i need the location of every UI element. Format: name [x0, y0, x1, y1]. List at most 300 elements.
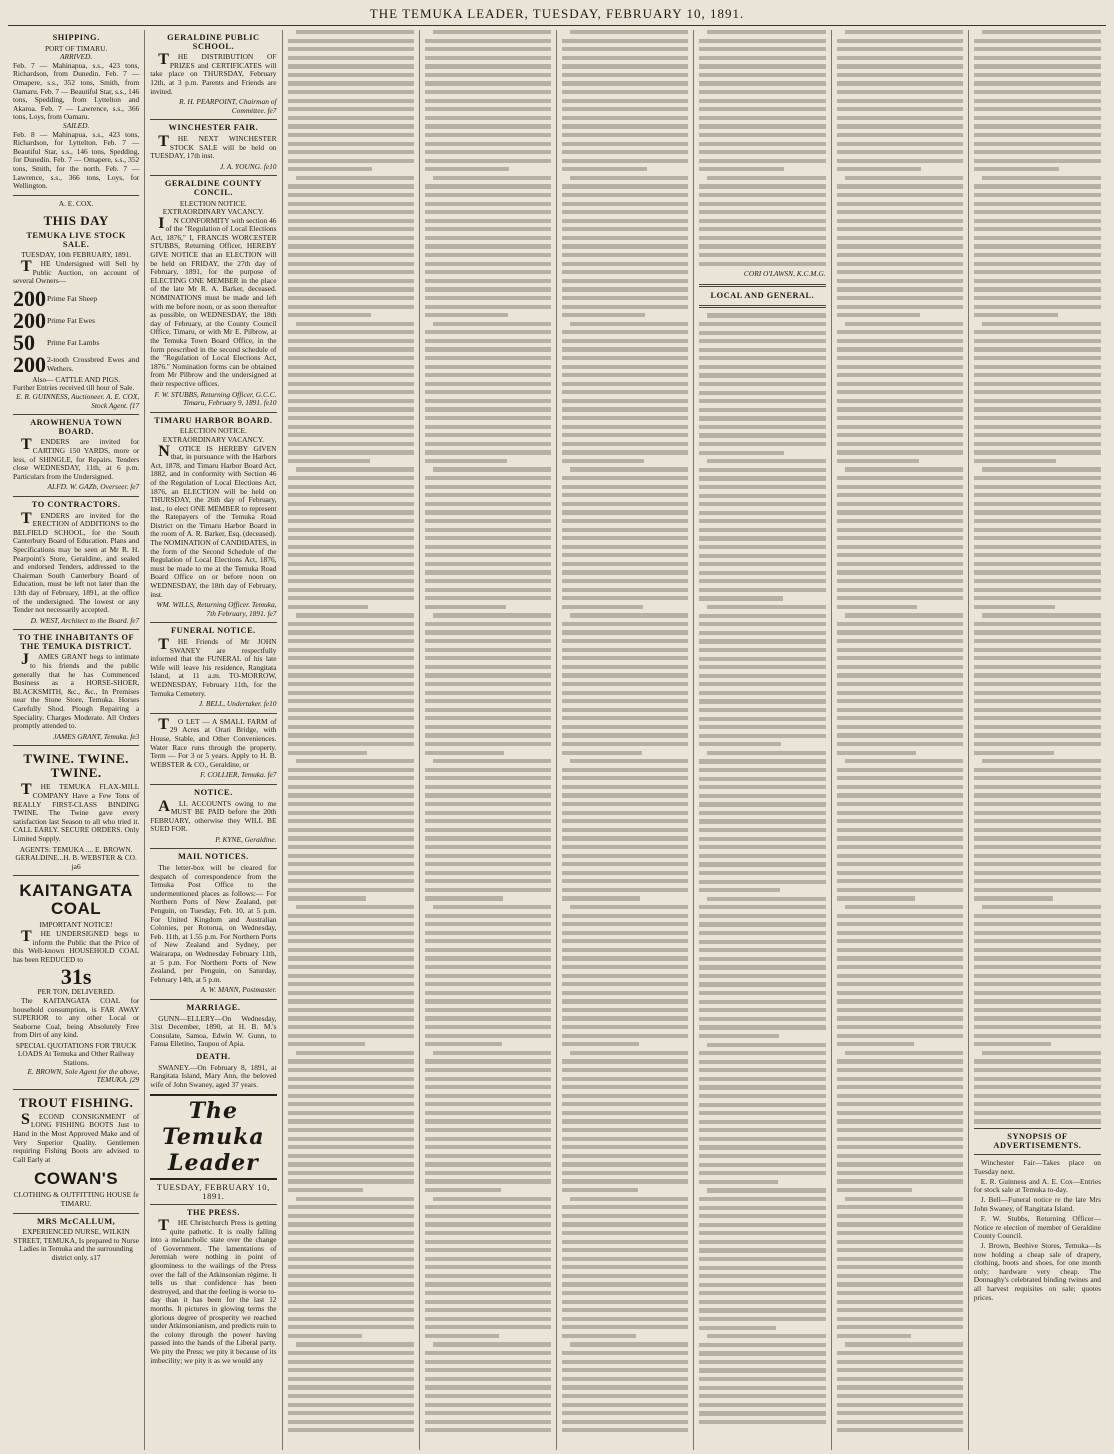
- text-line: [562, 167, 647, 171]
- text-line: [288, 485, 414, 489]
- text-line: [837, 262, 963, 266]
- text-line: [425, 1385, 551, 1389]
- text-line: [974, 116, 1101, 120]
- dateline: TUESDAY, FEBRUARY 10, 1891.: [150, 1183, 276, 1204]
- text-line: [837, 562, 963, 566]
- text-line: [288, 588, 414, 592]
- text-line: [699, 768, 825, 772]
- text-line: [425, 1059, 551, 1063]
- text-line: [837, 485, 963, 489]
- text-line: [837, 47, 963, 51]
- text-line: [570, 1197, 688, 1201]
- text-line: [562, 931, 688, 935]
- press-heading: THE PRESS.: [186, 1207, 240, 1217]
- brown-sign: E. BROWN, Sole Agent for the above, TEMUKA. j29: [27, 1066, 140, 1085]
- column-4: [420, 30, 557, 1450]
- text-line: [425, 742, 551, 746]
- text-line: [425, 73, 551, 77]
- text-line: [974, 133, 1101, 137]
- text-line: [974, 416, 1101, 420]
- text-line: [837, 1231, 963, 1235]
- text-line: [699, 742, 781, 746]
- text-line: [699, 219, 825, 223]
- text-line: [288, 579, 414, 583]
- text-line: [562, 193, 688, 197]
- text-line: [425, 836, 551, 840]
- this-day-heading: THIS DAY: [43, 213, 109, 229]
- text-line: [425, 296, 551, 300]
- text-line: [288, 407, 414, 411]
- text-line: [425, 1128, 551, 1132]
- text-line: [425, 236, 551, 240]
- text-line: [982, 759, 1101, 763]
- text-line: [425, 588, 551, 592]
- text-line: [699, 1068, 825, 1072]
- text-line: [974, 562, 1101, 566]
- text-line: [837, 1059, 963, 1063]
- text-line: [425, 545, 551, 549]
- text-line: [837, 107, 963, 111]
- text-line: [433, 759, 551, 763]
- text-line: [562, 896, 640, 900]
- text-line: [425, 785, 551, 789]
- text-line: [699, 631, 825, 635]
- text-line: [699, 545, 825, 549]
- text-line: [562, 1102, 688, 1106]
- text-line: [837, 1154, 963, 1158]
- twine-text: THE TEMUKA FLAX-MILL COMPANY Have a Few Tons of REALLY FIRST-CLASS BINDING TWINE. The Twine gave every satisfaction last Season to all who tried it. CALL EARLY. SECURE ORDERS. Only Limited Supply.: [13, 781, 140, 843]
- coal-text: THE UNDERSIGNED begs to inform the Public that the Price of this Well-known HOUSEHOLD COAL has been REDUCED to: [13, 927, 140, 964]
- text-line: [837, 716, 963, 720]
- text-line: [288, 202, 414, 206]
- text-line: [974, 47, 1101, 51]
- text-line: [837, 691, 963, 695]
- text-line: [562, 596, 688, 600]
- text-line: [699, 356, 825, 360]
- text-line: [974, 64, 1101, 68]
- marriage-heading: MARRIAGE.: [186, 1002, 241, 1012]
- text-line: [425, 639, 551, 643]
- text-line: [974, 287, 1101, 291]
- text-line: [974, 536, 1101, 540]
- text-line: [837, 588, 963, 592]
- text-line: [288, 124, 414, 128]
- text-line: [288, 1308, 414, 1312]
- text-line: [425, 956, 551, 960]
- text-line: [837, 553, 963, 557]
- text-line: [699, 828, 825, 832]
- text-line: [837, 502, 963, 506]
- column-1: [8, 30, 145, 1450]
- text-line: [974, 193, 1101, 197]
- text-line: [974, 871, 1101, 875]
- text-line: [433, 176, 551, 180]
- text-line: [699, 571, 825, 575]
- text-line: [288, 639, 414, 643]
- text-line: [974, 90, 1101, 94]
- text-line: [425, 347, 551, 351]
- text-line: [562, 682, 688, 686]
- text-line: [425, 1403, 551, 1407]
- text-line: [562, 862, 688, 866]
- text-line: [425, 416, 551, 420]
- text-line: [837, 227, 963, 231]
- text-line: [699, 1120, 825, 1124]
- text-line: [837, 742, 963, 746]
- text-line: [288, 1274, 414, 1278]
- text-line: [288, 219, 414, 223]
- text-line: [699, 1085, 825, 1089]
- text-line: [296, 1197, 414, 1201]
- text-line: [562, 442, 688, 446]
- text-line: [837, 528, 963, 532]
- text-line: [845, 1342, 963, 1346]
- text-line: [562, 1179, 688, 1183]
- text-line: [699, 159, 825, 163]
- text-line: [562, 622, 688, 626]
- text-line: [974, 974, 1101, 978]
- text-line: [288, 536, 414, 540]
- text-line: [699, 1308, 825, 1312]
- text-line: [288, 382, 414, 386]
- text-line: [562, 768, 688, 772]
- text-line: [837, 1317, 963, 1321]
- signoff: CORI O'LAWSN, K.C.M.G.: [743, 269, 826, 279]
- text-line: [699, 494, 825, 498]
- text-line: [570, 322, 688, 326]
- text-line: [562, 879, 688, 883]
- text-line: [837, 305, 963, 309]
- text-line: [974, 579, 1101, 583]
- text-line: [974, 888, 1101, 892]
- text-line: [296, 759, 414, 763]
- text-line: [288, 1179, 414, 1183]
- text-line: [974, 1008, 1101, 1012]
- text-line: [296, 1342, 414, 1346]
- text-line: [837, 202, 963, 206]
- text-line: [562, 1025, 688, 1029]
- text-line: [699, 99, 825, 103]
- text-line: [974, 253, 1101, 257]
- text-line: [974, 785, 1101, 789]
- text-line: [837, 1360, 963, 1364]
- text-line: [425, 1034, 551, 1038]
- text-line: [837, 73, 963, 77]
- text-line: [425, 1171, 551, 1175]
- text-line: [837, 193, 963, 197]
- text-line: [699, 914, 825, 918]
- text-line: [425, 202, 551, 206]
- text-line: [562, 1077, 688, 1081]
- text-line: [562, 244, 688, 248]
- text-line: [974, 236, 1101, 240]
- text-line: [562, 124, 688, 128]
- text-line: [288, 262, 414, 266]
- text-line: [974, 519, 1101, 523]
- text-line: [837, 330, 963, 334]
- text-line: [699, 253, 825, 257]
- text-line: [288, 442, 414, 446]
- text-line: [699, 691, 825, 695]
- text-line: [433, 613, 551, 617]
- text-line: [562, 751, 642, 755]
- text-line: [699, 536, 825, 540]
- text-line: [837, 1034, 963, 1038]
- text-line: [837, 365, 963, 369]
- text-line: [974, 1085, 1101, 1089]
- text-line: [562, 888, 688, 892]
- sale-text: THE Undersigned will Sell by Public Auction, on account of several Owners—: [13, 258, 140, 286]
- text-line: [425, 862, 551, 866]
- text-line: [837, 64, 963, 68]
- text-line: [974, 948, 1101, 952]
- text-line: [425, 519, 551, 523]
- text-line: [699, 339, 825, 343]
- text-line: [288, 1214, 414, 1218]
- text-line: [837, 708, 963, 712]
- text-line: [288, 90, 414, 94]
- text-line: [699, 717, 825, 721]
- text-line: [425, 1137, 551, 1141]
- text-line: [425, 1068, 551, 1072]
- text-line: [288, 1265, 414, 1269]
- text-line: [562, 708, 688, 712]
- text-line: [845, 467, 963, 471]
- text-line: [562, 1403, 688, 1407]
- text-line: [425, 1231, 551, 1235]
- text-line: [699, 648, 825, 652]
- text-line: [425, 725, 551, 729]
- text-line: [837, 965, 963, 969]
- coal-text-2: The KAITANGATA COAL for household consumption, is FAR AWAY SUPERIOR to any other Local or Seaborne Coal, being Absolutely Free from Dirt of any kind.: [13, 995, 140, 1040]
- special-line: SPECIAL QUOTATIONS FOR TRUCK LOADS At Temuka and Other Railway Stations.: [15, 1040, 137, 1068]
- text-line: [974, 639, 1101, 643]
- text-line: [562, 407, 688, 411]
- text-line: [425, 493, 551, 497]
- text-line: [562, 133, 688, 137]
- text-line: [837, 1385, 963, 1389]
- text-line: [982, 322, 1101, 326]
- text-line: [288, 1231, 414, 1235]
- text-line: [425, 1351, 551, 1355]
- text-line: [974, 305, 1101, 309]
- text-line: [425, 682, 551, 686]
- text-line: [837, 1368, 963, 1372]
- text-line: [974, 682, 1101, 686]
- text-line: [562, 1034, 688, 1038]
- text-line: [562, 519, 688, 523]
- text-line: [837, 1248, 963, 1252]
- mann-sign: A. W. MANN, Postmaster.: [200, 985, 277, 995]
- text-line: [562, 1222, 688, 1226]
- text-line: [699, 442, 825, 446]
- text-line: [699, 1214, 825, 1218]
- text-line: [425, 210, 551, 214]
- text-line: [562, 588, 688, 592]
- text-line: [288, 991, 414, 995]
- text-line: [974, 347, 1101, 351]
- text-line: [425, 1162, 551, 1166]
- text-line: [845, 176, 963, 180]
- text-line: [699, 502, 825, 506]
- text-line: [562, 1282, 688, 1286]
- text-line: [562, 502, 688, 506]
- text-line: [699, 888, 780, 892]
- text-line: [699, 133, 825, 137]
- text-line: [425, 450, 551, 454]
- text-line: [699, 1326, 776, 1330]
- death-heading: DEATH.: [196, 1051, 231, 1061]
- text-line: [570, 1342, 688, 1346]
- text-line: [288, 1411, 414, 1415]
- text-line: [562, 785, 688, 789]
- text-line: [562, 639, 688, 643]
- text-line: [425, 407, 551, 411]
- text-line: [837, 862, 963, 866]
- text-line: [562, 1428, 688, 1432]
- text-line: [425, 691, 551, 695]
- text-line: [837, 536, 963, 540]
- text-line: [425, 56, 551, 60]
- text-line: [699, 433, 825, 437]
- text-line: [837, 1119, 963, 1123]
- text-line: [562, 1068, 688, 1072]
- text-line: [562, 510, 688, 514]
- text-line: [562, 142, 688, 146]
- text-line: [699, 759, 825, 763]
- text-line: [425, 1008, 551, 1012]
- text-line: [562, 236, 688, 240]
- text-line: [425, 802, 551, 806]
- text-line: [288, 914, 414, 918]
- text-line: [699, 811, 825, 815]
- gazb-sign: ALFD. W. GAZb, Overseer. fe7: [47, 482, 140, 492]
- text-line: [837, 733, 963, 737]
- text-line: [974, 476, 1101, 480]
- text-line: [837, 1137, 963, 1141]
- text-line: [699, 1025, 825, 1029]
- text-line: [974, 39, 1101, 43]
- text-line: [974, 665, 1101, 669]
- text-line: [562, 210, 688, 214]
- text-line: [974, 219, 1101, 223]
- text-line: [699, 202, 825, 206]
- text-line: [974, 202, 1101, 206]
- text-line: [425, 39, 551, 43]
- text-line: [288, 47, 414, 51]
- text-line: [974, 373, 1101, 377]
- text-line: [974, 699, 1101, 703]
- text-line: [837, 1188, 913, 1192]
- text-line: [837, 682, 963, 686]
- text-line: [288, 854, 414, 858]
- text-line: [425, 1214, 551, 1218]
- text-line: [562, 1411, 688, 1415]
- text-line: [699, 116, 825, 120]
- text-line: [974, 768, 1101, 772]
- text-line: [837, 510, 963, 514]
- text-line: [837, 622, 963, 626]
- text-line: [425, 107, 551, 111]
- text-line: [425, 81, 551, 85]
- text-line: [837, 347, 963, 351]
- text-line: [837, 296, 963, 300]
- text-line: [974, 691, 1101, 695]
- text-line: [974, 485, 1101, 489]
- text-line: [837, 407, 963, 411]
- text-line: [974, 922, 1101, 926]
- text-line: [288, 708, 414, 712]
- text-line: [699, 1291, 825, 1295]
- text-line: [974, 1094, 1101, 1098]
- text-line: [562, 227, 688, 231]
- bell-sign: J. BELL, Undertaker. fe10: [198, 699, 277, 709]
- text-line: [288, 1257, 414, 1261]
- text-line: [699, 1197, 825, 1201]
- text-line: [425, 1188, 501, 1192]
- text-line: [699, 1128, 825, 1132]
- text-line: [562, 545, 688, 549]
- text-line: [974, 656, 1101, 660]
- text-line: [288, 1094, 414, 1098]
- text-line: [699, 665, 825, 669]
- text-line: [837, 124, 963, 128]
- text-line: [837, 579, 963, 583]
- text-line: [699, 862, 825, 866]
- text-line: [837, 793, 963, 797]
- text-line: [562, 202, 688, 206]
- text-line: [288, 1034, 414, 1038]
- text-line: [288, 1205, 414, 1209]
- text-line: [425, 279, 551, 283]
- text-line: [562, 1308, 688, 1312]
- mail-text: The letter-box will be cleared for despatch of correspondence from the Temuka Post Office to the undermentioned places as follows:— For Northern Ports of New Zealand, per Penguin, on Tuesday, Feb. 10, at 5 p.m. For United Kingdom and Australian Colonies, per Rotorua, on Wednesday, Feb. 11th, at 1.55 p.m. For Northern Ports of New Zealand and Sydney, per Wairarapa, on Wednesday February 11th, at 5 p.m. For Northern Ports of New Zealand, per Penguin, on Saturday, February 14th, at 5 p.m.: [150, 863, 277, 984]
- text-line: [425, 776, 551, 780]
- text-line: [425, 1222, 551, 1226]
- harbour-vacancy: EXTRAORDINARY VACANCY.: [162, 434, 264, 444]
- council-text: IN CONFORMITY with section 46 of the "Regulation of Local Elections Act, 1876," I, FRANCIS WORCESTER STUBBS, Returning Officer, HEREBY GIVE NOTICE that an ELECTION will be held on FRIDAY, the 27th day of February, 1891, for the purpose of ELECTING ONE MEMBER in the place of the late Mr R. A. Barker, deceased. NOMINATIONS must be made and left with me before noon, or as soon thereafter as possible, on WEDNESDAY, the 18th day of February, at the County Council Office, Timaru, or with Mr E. Pilbrow, at the Temuka Town Board Office, in the form prescribed in the second schedule of the "Regulation of Local Elections Act, 1876." Nomination forms can be obtained from Mr Pilbrow and the undersigned at their respective offices.: [150, 214, 277, 388]
- text-line: [974, 99, 1101, 103]
- text-line: [425, 167, 510, 171]
- text-line: [974, 425, 1101, 429]
- text-line: [837, 167, 922, 171]
- text-line: [296, 613, 414, 617]
- text-line: [974, 433, 1101, 437]
- text-line: [562, 1085, 688, 1089]
- text-line: [974, 296, 1101, 300]
- text-line: [837, 896, 915, 900]
- text-line: [562, 1240, 688, 1244]
- text-line: [699, 1377, 825, 1381]
- text-line: [562, 1214, 688, 1218]
- text-line: [288, 227, 414, 231]
- text-line: [699, 639, 825, 643]
- text-line: [570, 759, 688, 763]
- text-line: [699, 1386, 825, 1390]
- text-line: [562, 733, 688, 737]
- text-line: [562, 399, 688, 403]
- text-line: [974, 339, 1101, 343]
- text-line: [837, 974, 963, 978]
- text-line: [562, 1368, 688, 1372]
- marriage-text: GUNN—ELLERY—On Wednesday, 31st December, 1890, at H. B. M.'s Consulate, Samoa, Edwin W. Gunn, to Fanua Elletino, Taupou of Apia.: [150, 1013, 277, 1049]
- text-line: [699, 528, 825, 532]
- text-line: [425, 1377, 551, 1381]
- text-line: [699, 1248, 825, 1252]
- text-line: [288, 528, 414, 532]
- text-line: [288, 476, 414, 480]
- text-line: [845, 1051, 963, 1055]
